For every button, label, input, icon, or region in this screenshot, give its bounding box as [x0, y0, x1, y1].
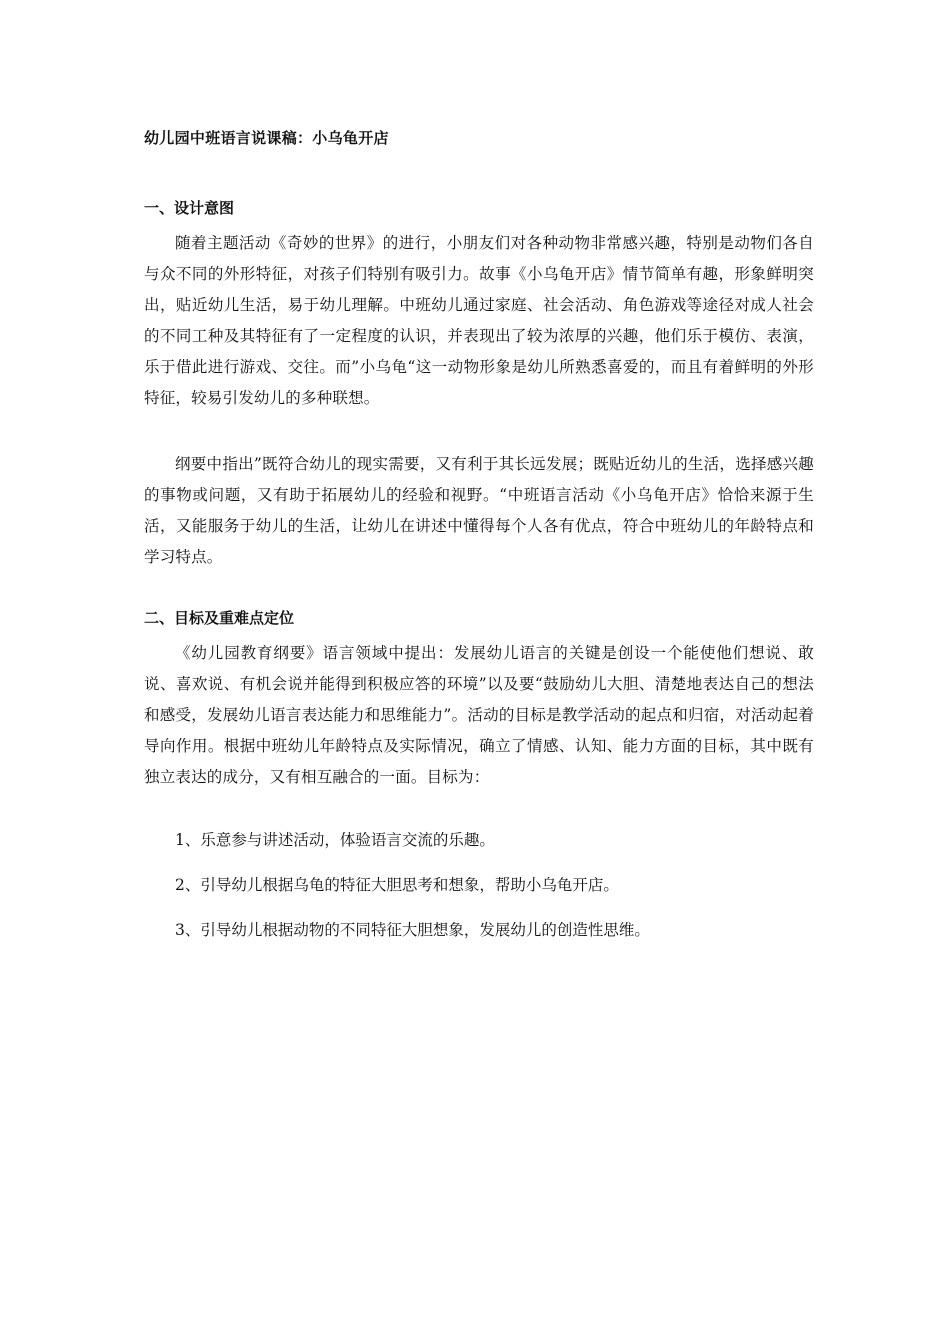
- document-title: 幼儿园中班语言说课稿：小乌龟开店: [144, 129, 389, 147]
- section-heading-goals: 二、目标及重难点定位: [144, 609, 295, 627]
- goal-list-item: 3、引导幼儿根据动物的不同特征大胆想象，发展幼儿的创造性思维。: [175, 921, 650, 939]
- goal-list-item: 1、乐意参与讲述活动，体验语言交流的乐趣。: [175, 831, 495, 849]
- paragraph: 纲要中指出”既符合幼儿的现实需要，又有利于其长远发展；既贴近幼儿的生活，选择感兴趣的事物或问题，又有助于拓展幼儿的经验和视野。“中班语言活动《小乌龟开店》恰恰来源于生活，又能服务于幼儿的生活，让幼儿在讲述中懂得每个人各有优点，符合中班幼儿的年龄特点和学习特点。: [144, 455, 814, 566]
- document-content: [144, 126, 814, 963]
- goal-list-item: 2、引导幼儿根据乌龟的特征大胆思考和想象，帮助小乌龟开店。: [175, 876, 619, 894]
- section-heading-design-intent: 一、设计意图: [144, 199, 235, 217]
- paragraph: 《幼儿园教育纲要》语言领域中提出：发展幼儿语言的关键是创设一个能使他们想说、敢说、喜欢说、有机会说并能得到积极应答的环境”以及要“鼓励幼儿大胆、清楚地表达自己的想法和感受，发展幼儿语言表达能力和思维能力”。活动的目标是教学活动的起点和归宿，对活动起着导向作用。根据中班幼儿年龄特点及实际情况，确立了情感、认知、能力方面的目标，其中既有独立表达的成分，又有相互融合的一面。目标为：: [144, 644, 814, 786]
- paragraph: 随着主题活动《奇妙的世界》的进行，小朋友们对各种动物非常感兴趣，特别是动物们各自与众不同的外形特征，对孩子们特别有吸引力。故事《小乌龟开店》情节简单有趣，形象鲜明突出，贴近幼儿生活，易于幼儿理解。中班幼儿通过家庭、社会活动、角色游戏等途径对成人社会的不同工种及其特征有了一定程度的认识，并表现出了较为浓厚的兴趣，他们乐于模仿、表演，乐于借此进行游戏、交往。而”小乌龟“这一动物形象是幼儿所熟悉喜爱的，而且有着鲜明的外形特征，较易引发幼儿的多种联想。: [144, 234, 814, 407]
